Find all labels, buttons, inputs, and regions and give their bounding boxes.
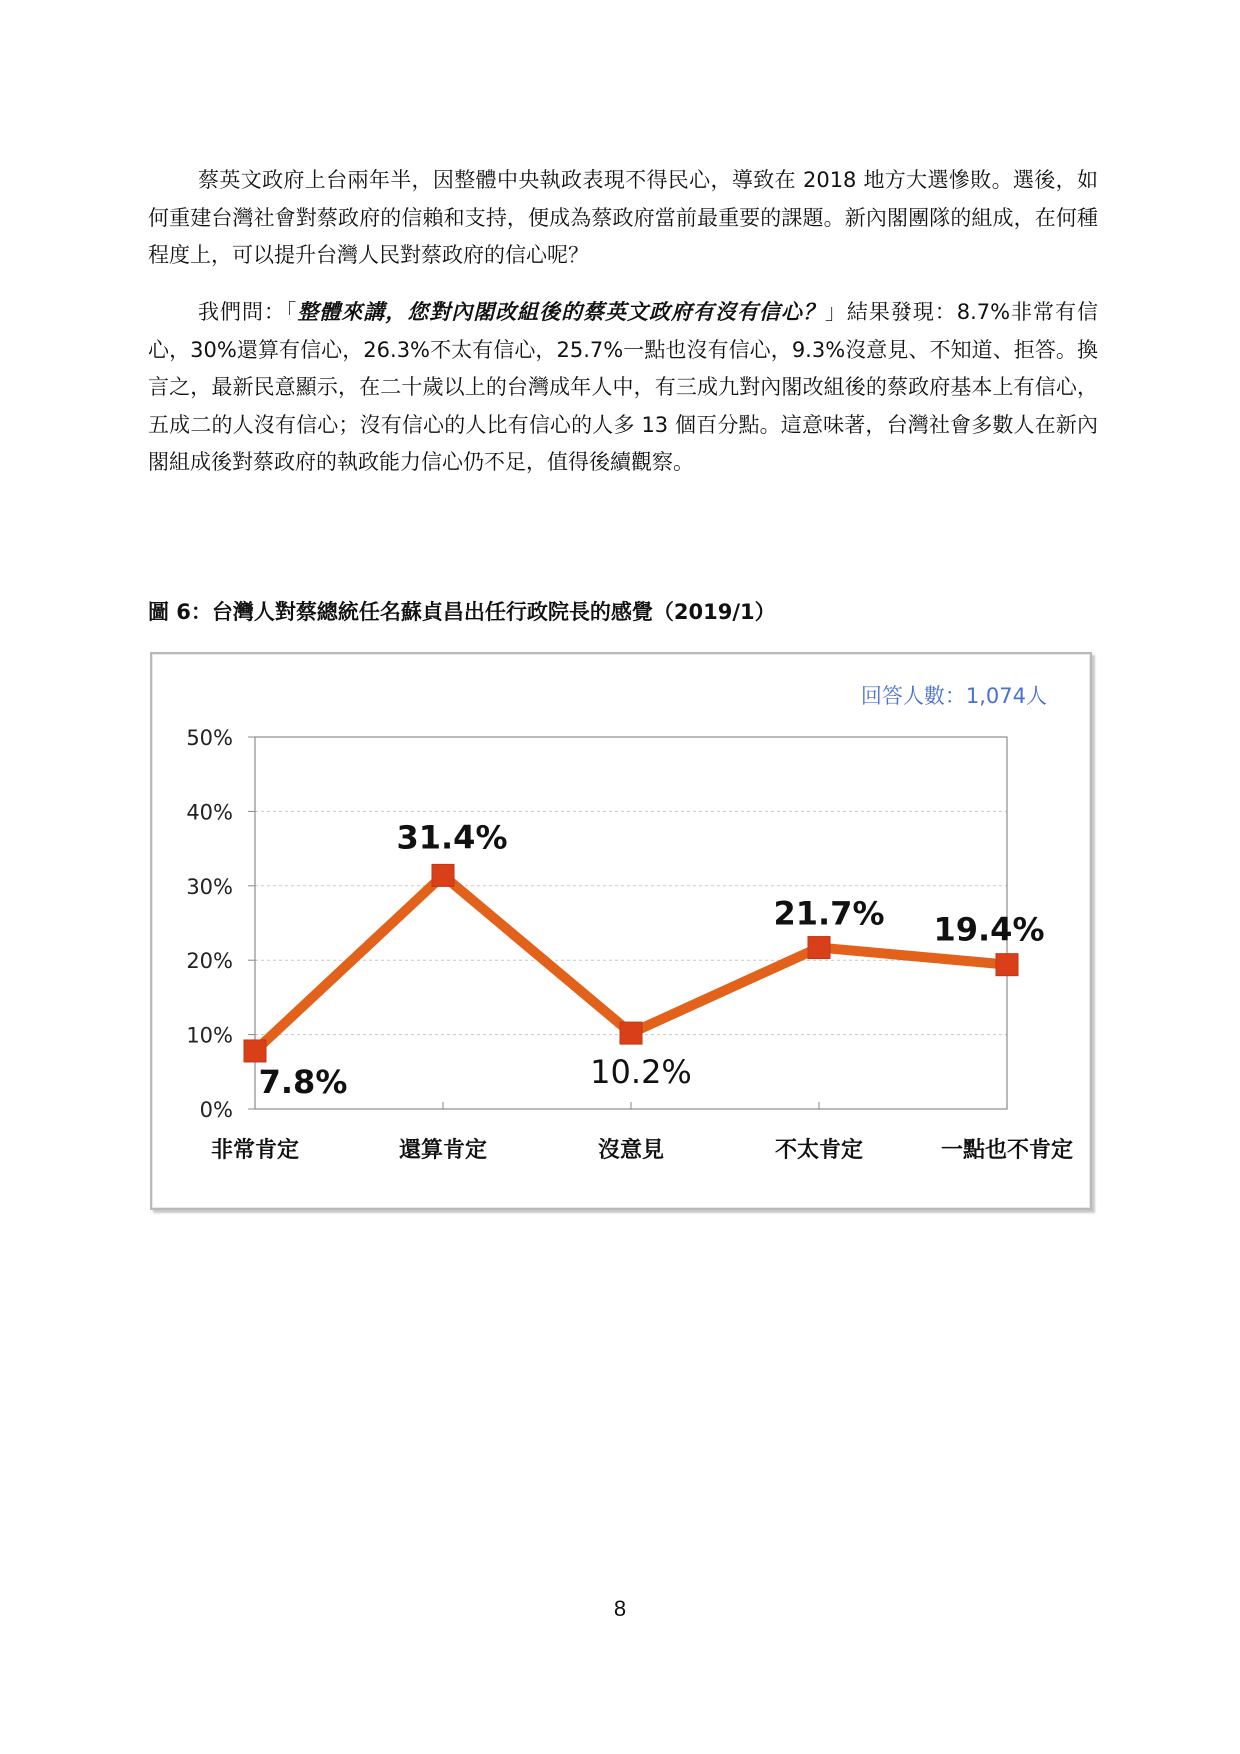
y-tick-label: 40% (186, 800, 233, 825)
data-label: 19.4% (933, 910, 1045, 949)
data-label: 21.7% (773, 894, 885, 933)
x-tick-label: 一點也不肯定 (940, 1138, 1074, 1163)
x-tick-label: 還算肯定 (398, 1138, 488, 1163)
x-tick-label: 非常肯定 (210, 1138, 300, 1163)
paragraph-intro: 蔡英文政府上台兩年半，因整體中央執政表現不得民心，導致在 2018 地方大選慘敗。選後，如何重建台灣社會對蔡政府的信賴和支持，便成為蔡政府當前最重要的課題。新內閣團隊的組成，在何種程度上，可以提升台灣人民對蔡政府的信心呢？ (148, 168, 1098, 267)
chart-frame (150, 652, 1092, 1210)
gridlines (255, 811, 1007, 1034)
page-number: 8 (613, 1596, 627, 1621)
data-label: 10.2% (590, 1053, 692, 1092)
data-point (620, 1022, 642, 1044)
survey-question: 整體來講，您對內閣改組後的蔡英文政府有沒有信心？ (297, 300, 825, 324)
x-axis-ticks (211, 1102, 1073, 1163)
y-axis-ticks (186, 726, 255, 1122)
y-tick-label: 20% (186, 949, 233, 974)
y-tick-label: 10% (186, 1023, 233, 1048)
paragraph-findings (148, 294, 1098, 482)
y-tick-label: 30% (186, 874, 233, 899)
line-chart (152, 654, 1090, 1208)
data-point (996, 954, 1018, 976)
data-label: 7.8% (258, 1062, 348, 1101)
data-point (244, 1040, 266, 1062)
data-point (432, 864, 454, 886)
y-tick-label: 50% (186, 726, 233, 750)
y-tick-label: 0% (199, 1098, 233, 1122)
question-prefix: 我們問：「 (198, 300, 298, 324)
data-point (808, 937, 830, 959)
x-tick-label: 沒意見 (597, 1138, 665, 1163)
series (244, 864, 1018, 1062)
findings-text: 」結果發現：8.7%非常有信心，30%還算有信心，26.3%不太有信心，25.7%一點也沒有信心，9.3%沒意見、不知道、拒答。換言之，最新民意顯示，在二十歲以上的台灣成年人中，有三成九對內閣改組後的蔡政府基本上有信心，五成二的人沒有信心；沒有信心的人比有信心的人多 13 個百分點。這意味著，台灣社會多數人在新內閣組成後對蔡政府的執政能力信心仍不足，值得後續觀察。 (148, 300, 1098, 474)
respondent-count: 回答人數：1,074人 (860, 684, 1047, 708)
data-label: 31.4% (396, 818, 508, 857)
figure-title: 圖 6：台灣人對蔡總統任名蘇貞昌出任行政院長的感覺（2019/1） (148, 600, 776, 624)
x-tick-label: 不太肯定 (774, 1138, 864, 1163)
